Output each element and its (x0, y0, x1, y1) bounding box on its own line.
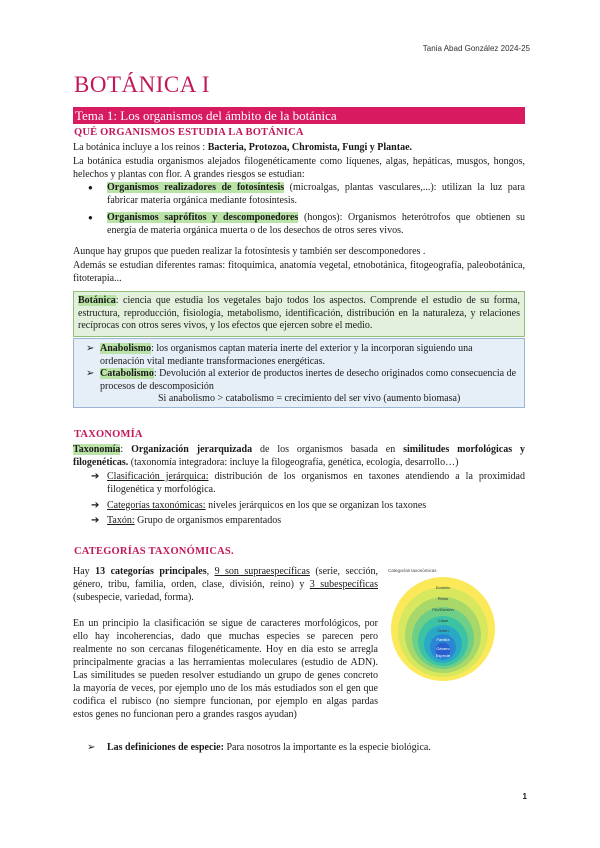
list-item (73, 515, 525, 528)
bullet-term: Organismos saprófitos y descomponedores (107, 212, 299, 223)
taxonomy-circles-figure (388, 568, 498, 683)
catabolism-text: : Devolución al exterior de productos inertes de desecho originados como consecuencia de procesos de descomposición (100, 368, 517, 392)
cat-underline: 9 son supraespecíficas (214, 566, 310, 577)
figure-caption: Categorías taxonómicas (388, 568, 437, 573)
topic-bar: Tema 1: Los organismos del ámbito de la botánica (73, 107, 525, 124)
section-heading-organisms: QUÉ ORGANISMOS ESTUDIA LA BOTÁNICA (74, 127, 304, 138)
taxonomy-bold1: Organización jerarquizada (131, 444, 253, 455)
arrow-icon: ➔ (91, 499, 100, 511)
taxonomy-tail: (taxonomía integradora: incluye la filogeografía, genética, ecología, desarrollo…) (128, 457, 459, 468)
section-heading-taxonomy: TAXONOMÍA (74, 429, 143, 440)
list-item (80, 368, 518, 393)
cat-text: Hay (73, 566, 96, 577)
anabolism-term: Anabolismo (100, 343, 152, 354)
section1-note: Aunque hay grupos que pueden realizar la fotosíntesis y también ser descomponedores . (73, 246, 426, 257)
metabolism-formula: Si anabolismo > catabolismo = crecimiento del ser vivo (aumento biomasa) (158, 393, 461, 405)
species-definition-line (73, 741, 525, 754)
definition-box (73, 291, 525, 337)
intro-kingdoms: Bacteria, Protozoa, Chromista, Fungi y Plantae. (207, 142, 413, 153)
list-item (80, 343, 518, 368)
item-term: Clasificación jerárquica: (107, 471, 209, 482)
metabolism-box (73, 338, 525, 408)
circle-label-2: Filo/División (432, 607, 454, 612)
taxonomy-mid: de los organismos basada en (252, 444, 404, 455)
intro-plain: La botánica incluye a los reinos : (73, 142, 208, 153)
section1-branches: Además se estudian diferentes ramas: fitoquímica, anatomía vegetal, etnobotánica, fitogeografía, paleobotánica, fitoterapia... (73, 260, 525, 284)
item-term: Categorías taxonómicas: (107, 499, 206, 511)
item-text: Grupo de organismos emparentados (134, 515, 282, 527)
categories-paragraph2: En un principio la clasificación se sigue de caracteres morfológicos, por ello hay incoherencias, dado que muchas especies se parecen pero realmente no son cercanas filogenéticamente. Hoy en día esto se arregla principalmente gracias a las herramientas moleculares (estudio de ADN). Las similitudes se pueden resolver estudiando un grupo de genes concreto la mayoría de veces, por ejemplo uno de los más estudiados son el gen que codifica el rubisco (no siempre funcionan, por ejemplo en algas pardas estos genes no funcionan pero a grandes rasgos ayudan) (73, 618, 378, 720)
taxonomy-sep: : (120, 444, 132, 455)
cat-text: (subespecie, variedad, forma). (73, 592, 194, 603)
item-text: niveles jerárquicos en los que se organizan los taxones (205, 499, 427, 511)
definition-term: Botánica (78, 295, 116, 306)
list-item (73, 500, 525, 513)
section-heading-categories: CATEGORÍAS TAXONÓMICAS. (74, 546, 234, 557)
bullet-text: (microalgas, plantas vasculares,...): utilizan la luz para fabricar materia orgánica mediante fotosíntesis. (107, 182, 525, 206)
arrow-icon: ➔ (91, 471, 100, 482)
taxonomy-bold2: similitudes morfológicas y filogenéticas. (73, 444, 526, 468)
page-number: 1 (522, 792, 527, 801)
cat-bold: 13 categorías principales (95, 566, 207, 577)
organism-bullets (73, 182, 525, 237)
list-item (73, 471, 525, 497)
species-term: Las definiciones de especie: (107, 742, 224, 753)
circle-label-1: Reino (437, 596, 449, 601)
circle-label-4: Orden (437, 628, 449, 633)
species-text: Para nosotros la importante es la especie biológica. (223, 742, 431, 753)
page-title: BOTÁNICA I (74, 72, 210, 97)
anabolism-text: : los organismos captan materia inerte del exterior y la incorporan siguiendo una ordenación vital mediante transformaciones energéticas. (100, 343, 473, 367)
item-term: Taxón: (107, 515, 135, 527)
cat-text: , (206, 566, 215, 577)
bullet-text: (hongos): Organismos heterótrofos que obtienen su energía de materia orgánica muerta o de los desechos de otros seres vivos. (107, 212, 526, 236)
definition-text: : ciencia que estudia los vegetales bajo todos los aspectos. Comprende el estudio de su forma, estructura, reproducción, fisiología, metabolismo, identificación, distribución en la naturaleza, y relaciones recíprocas con otros seres vivos, y los efectos que ejercen sobre el medio. (78, 295, 520, 332)
catabolism-term: Catabolismo (100, 368, 154, 380)
bullet-term: Organismos realizadores de fotosíntesis (107, 182, 285, 193)
list-item (73, 182, 525, 207)
arrow-bullet-icon: ➢ (86, 343, 95, 354)
cat-text: (serie, sección, género, tribu, familia, orden, clase, división, reino) y (73, 566, 378, 590)
cat-underline: 3 subespecíficas (309, 579, 378, 590)
author-header: Tania Abad González 2024-25 (422, 44, 530, 53)
taxonomy-term: Taxonomía (73, 444, 121, 455)
circle-label-3: Clase (437, 618, 449, 623)
section1-paragraph: La botánica estudia organismos alejados filogenéticamente como líquenes, algas, hepáticas, musgos, hongos, helechos y plantas con flor. A grandes riesgos se estudian: (73, 156, 525, 180)
circle-label-5: Familia (436, 637, 450, 642)
taxonomy-definition (73, 443, 525, 469)
categories-paragraph1 (73, 565, 378, 604)
list-item (73, 212, 525, 237)
item-text: distribución de los organismos en taxones atendiendo a la proximidad filogenética y morfológica. (107, 471, 525, 495)
circle-label-7: Especie (435, 653, 451, 658)
arrow-icon: ➔ (91, 515, 100, 527)
arrow-bullet-icon: ➢ (86, 368, 95, 380)
arrow-bullet-icon: ➢ (87, 742, 96, 753)
circle-label-0: Dominio (435, 585, 451, 590)
taxonomy-list (73, 471, 525, 528)
section1-intro (73, 141, 525, 154)
circle-label-6: Género (436, 646, 450, 651)
